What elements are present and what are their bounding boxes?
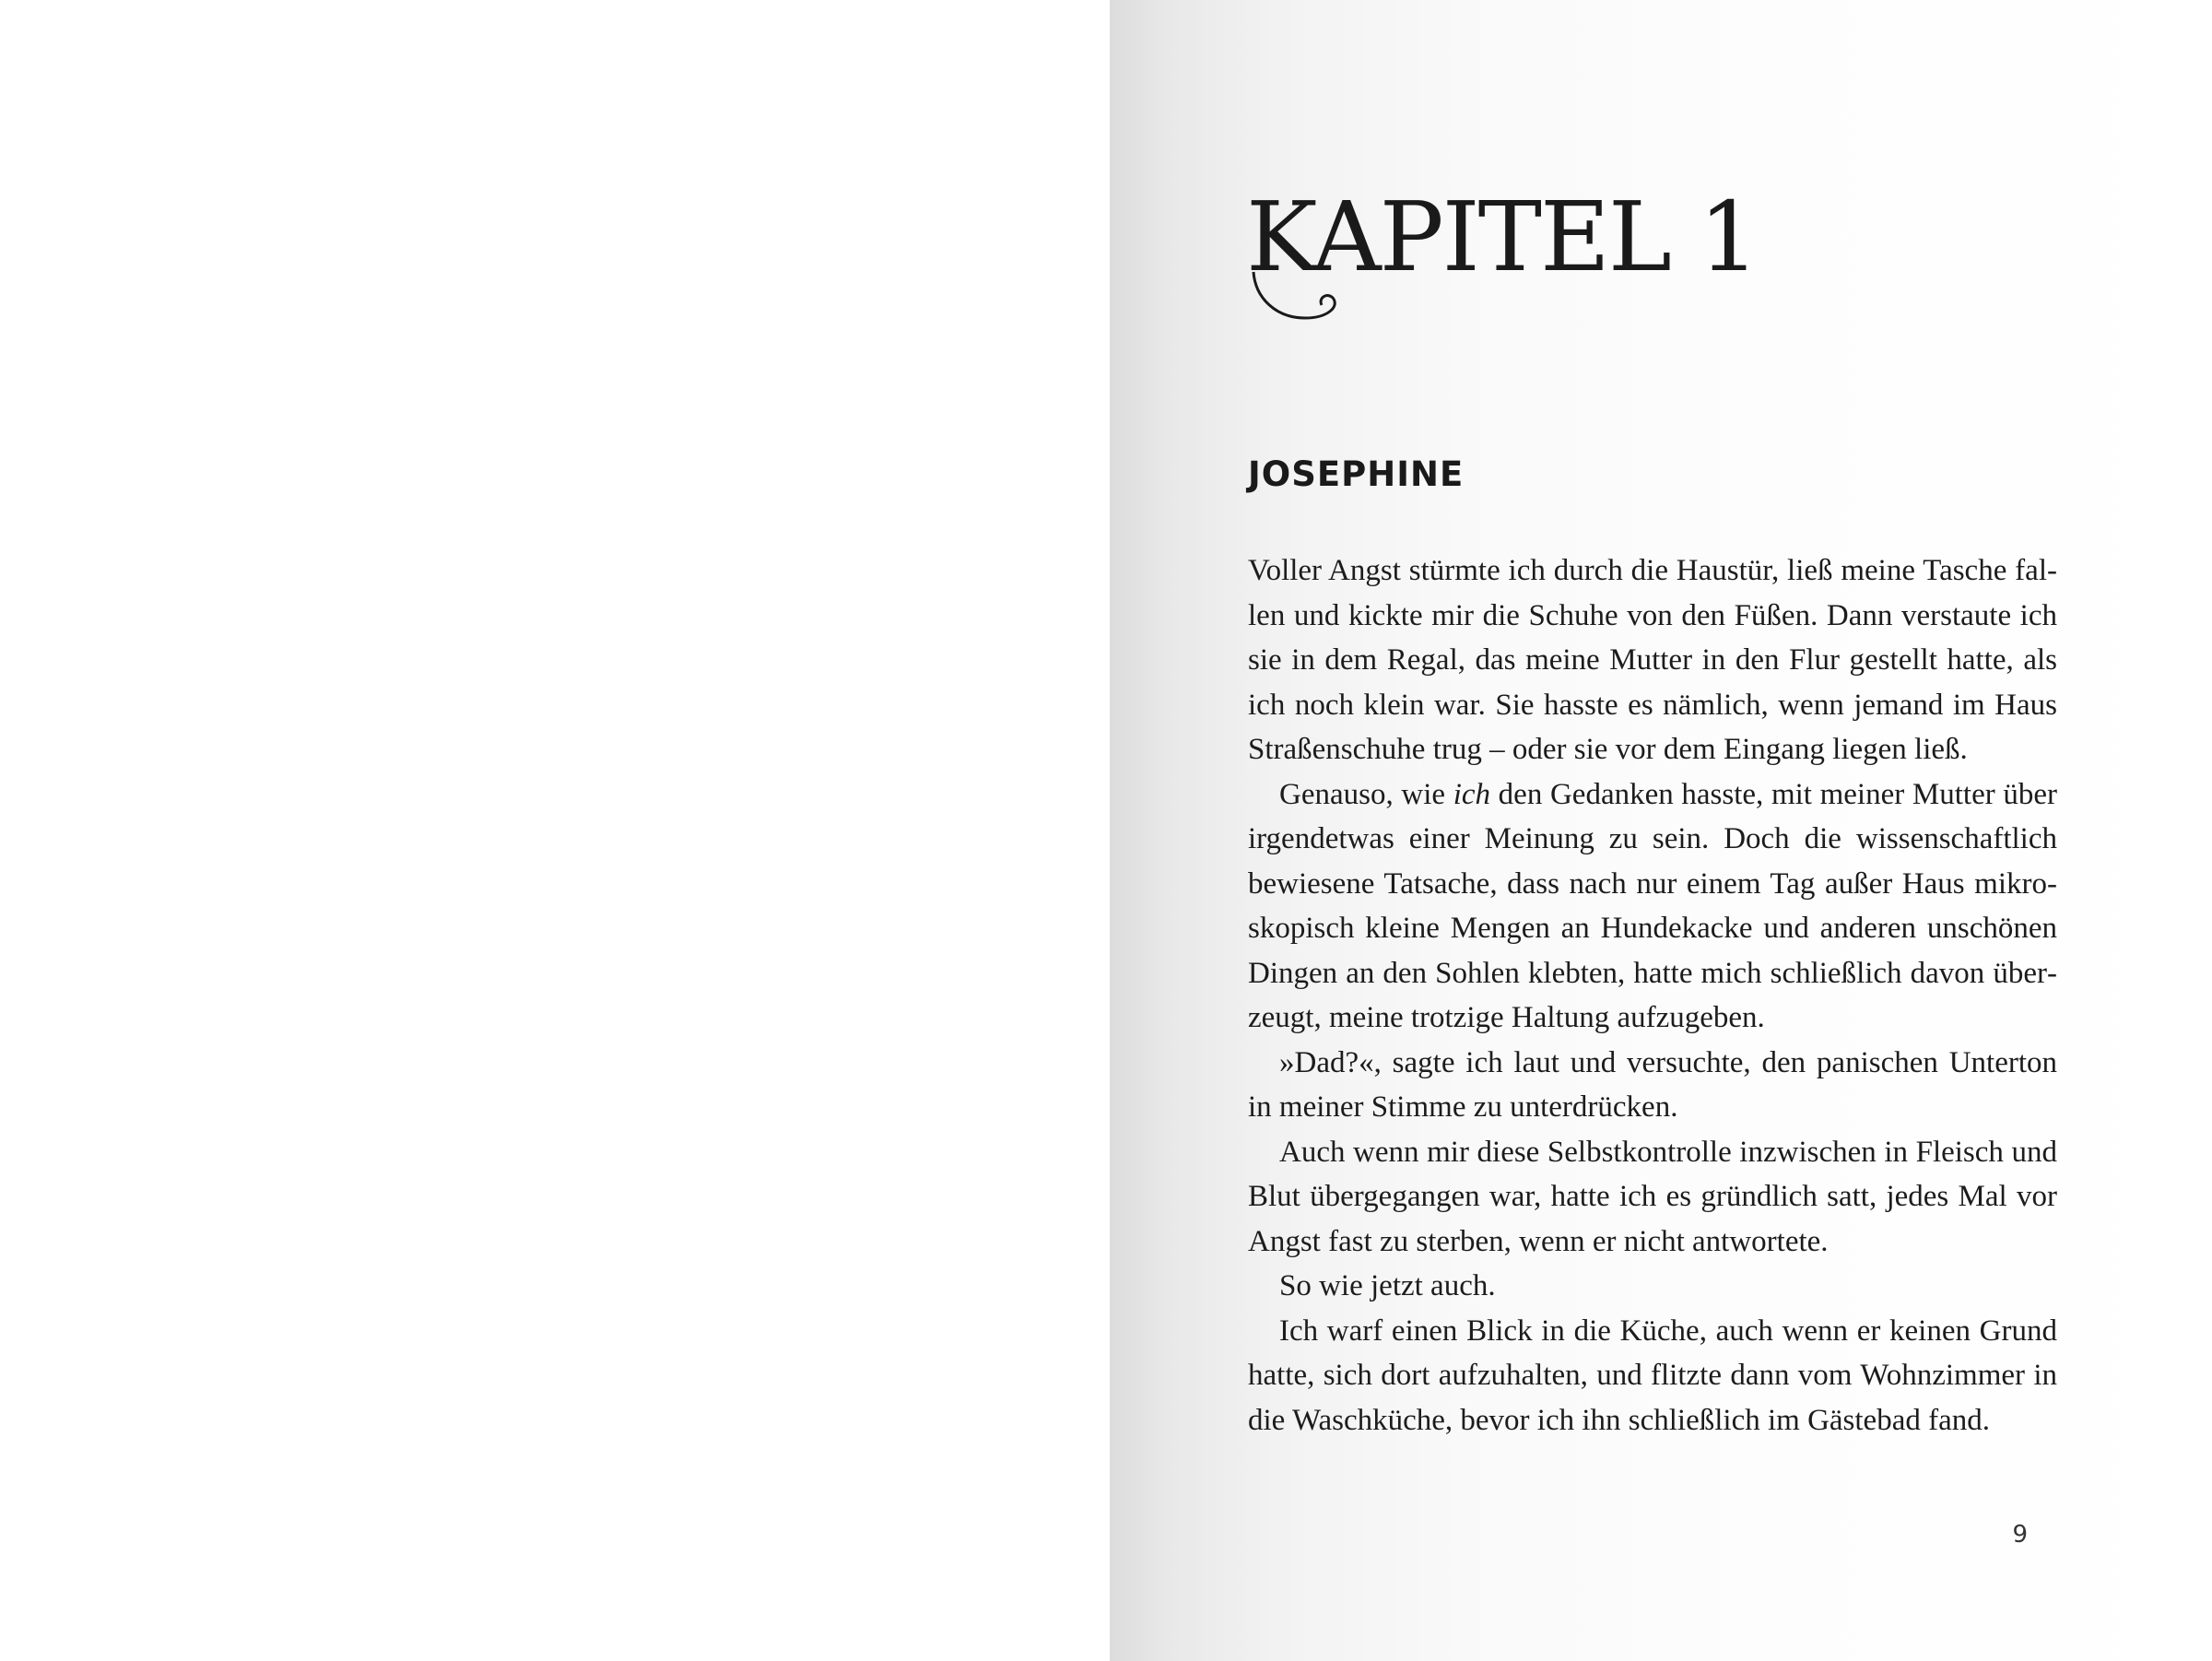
paragraph-2 <box>1248 772 2057 1041</box>
paragraph-2-rest: den Gedanken hasste, mit meiner Mutter über irgendetwas einer Meinung zu sein. Doch die wissenschaftlich bewiesene Tatsache, dass nach nur einem Tag außer Haus mikroskopisch kleine Mengen an Hundekacke und anderen unschönen Dingen an den Sohlen klebten, hatte mich schließlich davon überzeugt, meine trotzige Haltung aufzugeben. <box>1248 777 2057 1034</box>
paragraph-3: »Dad?«, sagte ich laut und versuchte, den panischen Unterton in meiner Stimme zu unterdrücken. <box>1248 1045 2057 1124</box>
paragraph-1: Voller Angst stürmte ich durch die Haustür, ließ meine Tasche fallen und kickte mir die Schuhe von den Füßen. Dann verstaute ich sie in dem Regal, das meine Mutter in den Flur gestellt hatte, als ich noch klein war. Sie hasste es nämlich, wenn jemand im Haus Straßenschuhe trug – oder sie vor dem Eingang liegen ließ. <box>1248 554 2057 766</box>
paragraph-2-emphasis: ich <box>1453 777 1491 811</box>
chapter-title-swash-ornament <box>1248 270 1349 325</box>
chapter-body-text <box>1248 548 2057 1443</box>
paragraph-6: Ich warf einen Blick in die Küche, auch wenn er keinen Grund hatte, sich dort aufzuhalten, und flitzte dann vom Wohnzimmer in die Waschküche, bevor ich ihn schließlich im Gästebad fand. <box>1248 1313 2057 1437</box>
chapter-title <box>1246 181 1759 293</box>
paragraph-2-start: Genauso, wie <box>1279 777 1453 811</box>
page-number: 9 <box>2012 1521 2028 1549</box>
chapter-title-text: KAPITEL 1 <box>1246 181 1759 293</box>
pov-heading: JOSEPHINE <box>1248 454 1465 494</box>
paragraph-5: So wie jetzt auch. <box>1279 1269 1496 1302</box>
paragraph-4: Auch wenn mir diese Selbstkontrolle inzwischen in Fleisch und Blut übergegangen war, hatte ich es gründlich satt, jedes Mal vor Angst fast zu sterben, wenn er nicht antwortete. <box>1248 1135 2057 1258</box>
